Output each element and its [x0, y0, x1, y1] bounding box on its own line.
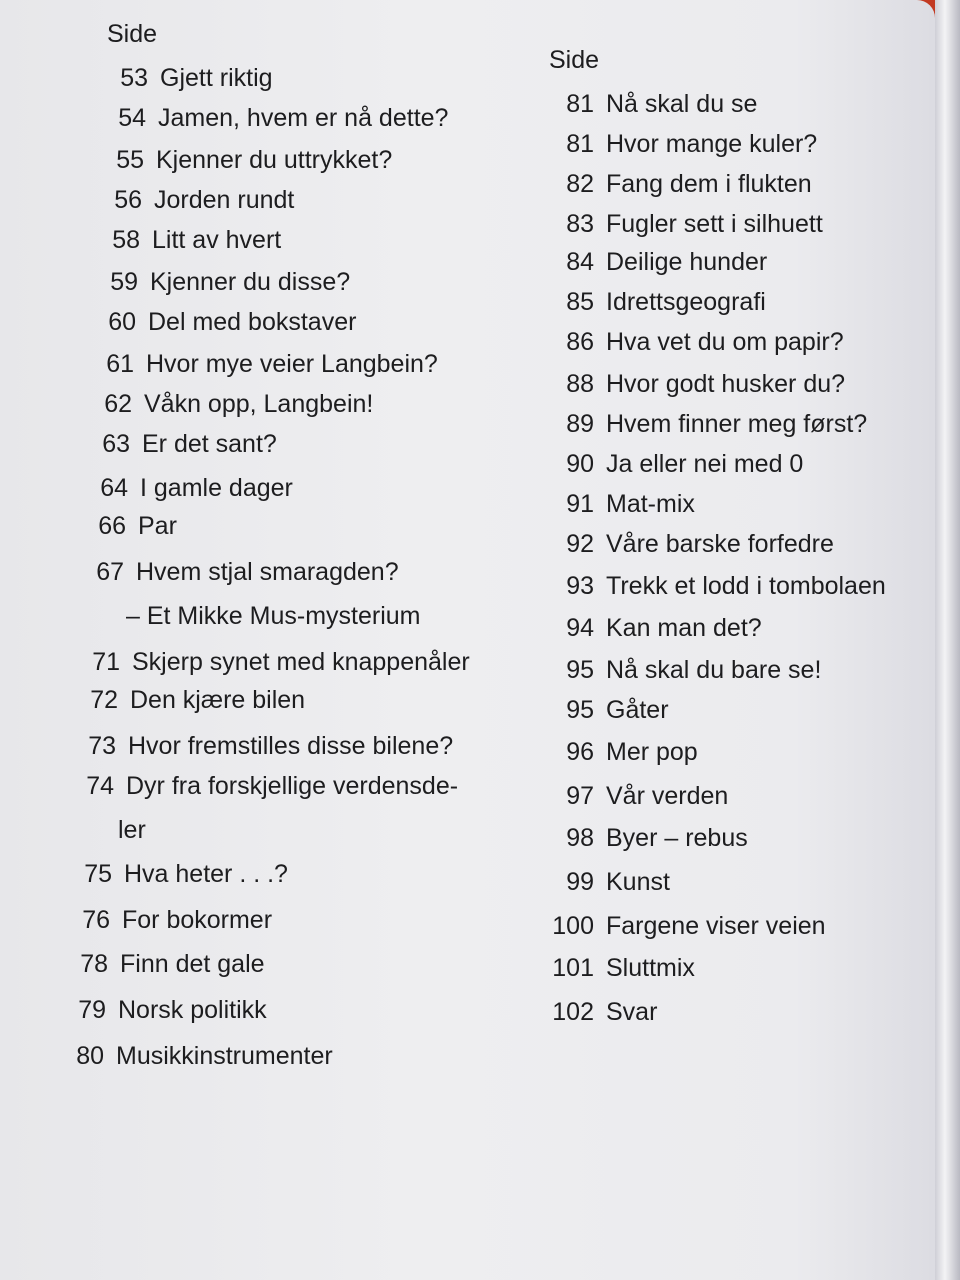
entry-title: Kjenner du disse?	[150, 268, 351, 296]
page-number: 76	[82, 906, 110, 934]
toc-entry	[544, 210, 823, 244]
toc-entry	[56, 772, 458, 806]
entry-title: Musikkinstrumenter	[116, 1042, 333, 1070]
entry-title: Nå skal du se	[606, 90, 758, 118]
toc-entry	[48, 996, 267, 1030]
toc-entry	[544, 490, 695, 524]
entry-title: Gjett riktig	[160, 64, 273, 92]
toc-entry	[544, 614, 762, 648]
page-number: 96	[566, 738, 594, 766]
toc-entry	[544, 954, 695, 988]
toc-entry	[544, 288, 766, 322]
page-number: 60	[108, 308, 136, 336]
entry-title: Jorden rundt	[154, 186, 295, 214]
page-number: 93	[566, 572, 594, 600]
toc-entry	[544, 328, 844, 362]
entry-title: Mer pop	[606, 738, 698, 766]
entry-title: Hvor mye veier Langbein?	[146, 350, 438, 378]
entry-title: Idrettsgeografi	[606, 288, 766, 316]
page-number: 102	[552, 998, 594, 1026]
page-number: 79	[78, 996, 106, 1024]
page-number: 90	[566, 450, 594, 478]
page-number: 101	[552, 954, 594, 982]
page-number: 97	[566, 782, 594, 810]
entry-title: Mat-mix	[606, 490, 695, 518]
page-number: 95	[566, 696, 594, 724]
toc-entry	[84, 186, 294, 220]
toc-entry	[52, 906, 272, 940]
page-number: 55	[116, 146, 144, 174]
entry-continuation: ler	[118, 816, 146, 844]
page-number: 86	[566, 328, 594, 356]
entry-continuation: – Et Mikke Mus-mysterium	[126, 602, 421, 630]
toc-entry	[544, 656, 821, 690]
page-number: 81	[566, 90, 594, 118]
entry-title: Kan man det?	[606, 614, 762, 642]
toc-entry	[544, 572, 886, 606]
toc-entry	[544, 912, 826, 946]
entry-title: Par	[138, 512, 177, 540]
entry-title: Dyr fra forskjellige verdensde-	[126, 772, 459, 800]
entry-title: Våre barske forfedre	[606, 530, 834, 558]
page-number: 67	[96, 558, 124, 586]
toc-entry	[88, 104, 448, 138]
toc-entry	[544, 410, 867, 444]
entry-title: Hva heter . . .?	[124, 860, 288, 888]
page-edge	[935, 0, 960, 1280]
entry-title: Svar	[606, 998, 658, 1026]
toc-entry	[76, 350, 438, 384]
entry-title: Skjerp synet med knappenåler	[132, 648, 470, 676]
toc-entry	[50, 950, 265, 984]
toc-entry	[544, 450, 803, 484]
entry-title: Fargene viser veien	[606, 912, 826, 940]
page-number: 78	[80, 950, 108, 978]
page-number: 75	[84, 860, 112, 888]
toc-entry	[86, 146, 392, 180]
page-number: 66	[98, 512, 126, 540]
page-number: 89	[566, 410, 594, 438]
entry-title: Den kjære bilen	[130, 686, 306, 714]
page-number: 94	[566, 614, 594, 642]
entry-title: Hvem finner meg først?	[606, 410, 868, 438]
toc-entry	[90, 64, 273, 98]
toc-entry	[544, 782, 728, 816]
entry-title: Del med bokstaver	[148, 308, 357, 336]
page-number: 63	[102, 430, 130, 458]
entry-title: For bokormer	[122, 906, 273, 934]
entry-title: Vår verden	[606, 782, 729, 810]
page-number: 84	[566, 248, 594, 276]
toc-entry	[82, 226, 281, 260]
entry-title: Finn det gale	[120, 950, 265, 978]
page-number: 88	[566, 370, 594, 398]
toc-entry	[78, 308, 356, 342]
entry-title: Sluttmix	[606, 954, 695, 982]
page-number: 59	[110, 268, 138, 296]
toc-entry	[544, 370, 845, 404]
toc-entry	[68, 512, 177, 546]
entry-title: Kjenner du uttrykket?	[156, 146, 393, 174]
toc-entry	[60, 686, 305, 720]
toc-entry	[544, 90, 757, 124]
toc-entry	[58, 732, 453, 766]
entry-title: Fugler sett i silhuett	[606, 210, 823, 238]
toc-entry	[544, 530, 834, 564]
page-number: 81	[566, 130, 594, 158]
toc-entry	[544, 868, 670, 902]
entry-title: Jamen, hvem er nå dette?	[158, 104, 449, 132]
toc-entry	[70, 474, 293, 508]
page-number: 100	[552, 912, 594, 940]
toc-entry	[46, 1042, 333, 1076]
entry-title: Norsk politikk	[118, 996, 267, 1024]
entry-title: Fang dem i flukten	[606, 170, 812, 198]
page-number: 53	[120, 64, 148, 92]
entry-title: Litt av hvert	[152, 226, 282, 254]
entry-title: Kunst	[606, 868, 670, 896]
toc-entry	[544, 738, 698, 772]
entry-title: Hvor godt husker du?	[606, 370, 846, 398]
page-number: 91	[566, 490, 594, 518]
entry-title: I gamle dager	[140, 474, 293, 502]
page-number: 83	[566, 210, 594, 238]
side-heading-left: Side	[107, 20, 158, 48]
page-number: 92	[566, 530, 594, 558]
entry-title: Hvem stjal smaragden?	[136, 558, 399, 586]
toc-entry	[62, 648, 470, 682]
page-number: 61	[106, 350, 134, 378]
entry-title: Trekk et lodd i tombolaen	[606, 572, 886, 600]
page-number: 54	[118, 104, 146, 132]
toc-entry	[54, 860, 288, 894]
toc-entry	[544, 130, 817, 164]
entry-title: Er det sant?	[142, 430, 277, 458]
entry-title: Hvor fremstilles disse bilene?	[128, 732, 454, 760]
entry-title: Gåter	[606, 696, 669, 724]
entry-title: Hvor mange kuler?	[606, 130, 818, 158]
entry-title: Ja eller nei med 0	[606, 450, 804, 478]
side-heading-right: Side	[549, 46, 600, 74]
page-number: 85	[566, 288, 594, 316]
page-number: 58	[112, 226, 140, 254]
entry-title: Byer – rebus	[606, 824, 748, 852]
entry-title: Hva vet du om papir?	[606, 328, 844, 356]
toc-entry	[74, 390, 373, 424]
toc-entry	[544, 824, 748, 858]
toc-entry	[66, 558, 399, 592]
entry-title: Deilige hunder	[606, 248, 768, 276]
entry-title: Våkn opp, Langbein!	[144, 390, 374, 418]
page-number: 82	[566, 170, 594, 198]
entry-title: Nå skal du bare se!	[606, 656, 822, 684]
page-number: 95	[566, 656, 594, 684]
toc-entry	[80, 268, 350, 302]
page-number: 73	[88, 732, 116, 760]
toc-entry	[544, 696, 669, 730]
toc-entry	[544, 170, 812, 204]
page-number: 71	[92, 648, 120, 676]
page-number: 99	[566, 868, 594, 896]
page-number: 62	[104, 390, 132, 418]
toc-entry	[544, 248, 767, 282]
page-number: 74	[86, 772, 114, 800]
page-number: 98	[566, 824, 594, 852]
page-number: 56	[114, 186, 142, 214]
page-number: 80	[76, 1042, 104, 1070]
page-number: 72	[90, 686, 118, 714]
page-number: 64	[100, 474, 128, 502]
toc-entry	[72, 430, 277, 464]
toc-entry	[544, 998, 657, 1032]
